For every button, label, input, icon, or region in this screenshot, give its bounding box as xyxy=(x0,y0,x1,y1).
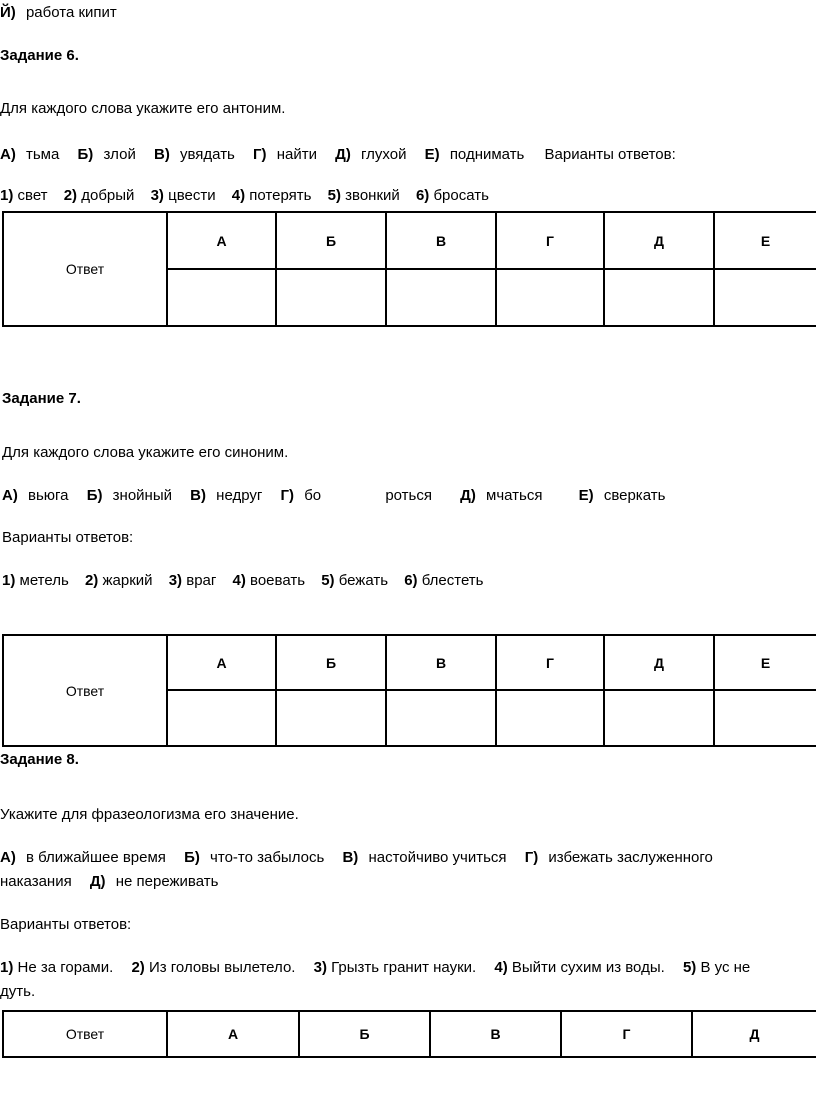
answer-text: Не за горами. xyxy=(17,959,114,976)
answer-cell[interactable] xyxy=(496,690,604,746)
meaning-text: наказания xyxy=(0,873,72,890)
answer-num: 3) xyxy=(168,572,183,589)
answer-num: 6) xyxy=(415,187,430,204)
answer-num: 3) xyxy=(150,187,164,204)
meaning-letter: Б) xyxy=(184,849,200,866)
word: найти xyxy=(276,146,317,163)
answer-num: 4) xyxy=(231,187,246,204)
word-letter: Г) xyxy=(253,146,267,163)
word: увядать xyxy=(180,146,235,163)
answer-cell[interactable] xyxy=(167,269,276,326)
meaning-letter: А) xyxy=(0,849,16,866)
column-header: Г xyxy=(496,635,604,690)
answer-label: Ответ xyxy=(3,212,167,326)
answer-text: воевать xyxy=(250,572,306,589)
column-header: Е xyxy=(714,212,816,269)
word: недруг xyxy=(216,487,263,504)
task7-instruction: Для каждого слова укажите его синоним. xyxy=(2,444,289,461)
column-header: Б xyxy=(276,212,386,269)
answer-num: 6) xyxy=(404,572,418,589)
meaning-letter: Г) xyxy=(524,849,539,866)
answer-num: 1) xyxy=(0,959,14,976)
answer-num: 2) xyxy=(84,572,99,589)
answer-cell[interactable] xyxy=(386,690,496,746)
answer-cell[interactable] xyxy=(276,269,386,326)
answer-cell[interactable] xyxy=(496,269,604,326)
answer-cell[interactable] xyxy=(604,269,714,326)
column-header: Г xyxy=(561,1011,692,1057)
answer-cell[interactable] xyxy=(386,269,496,326)
answer-text: Из головы вылетело. xyxy=(148,959,296,976)
task8-instruction: Укажите для фразеологизма его значение. xyxy=(0,806,299,823)
top-line xyxy=(0,4,117,22)
answer-label: Ответ xyxy=(3,1011,167,1057)
word: знойный xyxy=(112,487,172,504)
word: вьюга xyxy=(28,487,69,504)
task7-answers xyxy=(2,572,483,590)
meaning-text: не переживать xyxy=(115,873,219,890)
column-header: А xyxy=(167,1011,299,1057)
answer-num: 2) xyxy=(131,959,145,976)
task6-answer-table xyxy=(2,211,816,327)
task8-meanings-2 xyxy=(0,873,218,891)
task8-answer-table xyxy=(2,1010,816,1058)
word-letter: В) xyxy=(154,146,170,163)
word: роться xyxy=(385,487,432,504)
top-text: работа кипит xyxy=(25,4,117,21)
answer-text: враг xyxy=(186,572,217,589)
answer-text: Грызть гранит науки. xyxy=(331,959,477,976)
answer-text: блестеть xyxy=(421,572,484,589)
task7-words xyxy=(2,487,665,505)
task6-answers xyxy=(0,187,489,205)
answer-text: метель xyxy=(19,572,69,589)
task8-answers-2: дуть. xyxy=(0,983,36,1000)
word: поднимать xyxy=(449,146,525,163)
answer-text: звонкий xyxy=(345,187,400,204)
answer-text: бежать xyxy=(338,572,389,589)
task7-answer-table xyxy=(2,634,816,747)
answer-cell[interactable] xyxy=(167,690,276,746)
word-letter: Б) xyxy=(77,146,94,163)
answer-num: 5) xyxy=(327,187,341,204)
column-header: Д xyxy=(604,212,714,269)
word: бо xyxy=(304,487,322,504)
word-letter: Б) xyxy=(86,487,103,504)
column-header: Е xyxy=(714,635,816,690)
word-letter: А) xyxy=(0,146,16,163)
meaning-letter: Д) xyxy=(89,873,106,890)
answer-text: цвести xyxy=(168,187,216,204)
task8-title: Задание 8. xyxy=(0,751,79,768)
answer-text: В ус не xyxy=(700,959,751,976)
answer-cell[interactable] xyxy=(714,690,816,746)
word-letter: Е) xyxy=(424,146,440,163)
task8-meanings-1 xyxy=(0,849,713,867)
answer-cell[interactable] xyxy=(714,269,816,326)
column-header: В xyxy=(386,212,496,269)
task7-variants-label: Варианты ответов: xyxy=(2,529,134,546)
answer-num: 2) xyxy=(63,187,78,204)
word-letter: А) xyxy=(2,487,18,504)
answer-num: 4) xyxy=(232,572,246,589)
word-letter: Д) xyxy=(460,487,476,504)
word: мчаться xyxy=(486,487,543,504)
task6-title: Задание 6. xyxy=(0,47,79,64)
column-header: Г xyxy=(496,212,604,269)
answer-text: бросать xyxy=(433,187,489,204)
top-marker: Й) xyxy=(0,4,16,21)
answer-text: Выйти сухим из воды. xyxy=(511,959,665,976)
task6-words xyxy=(0,146,676,164)
column-header: Б xyxy=(299,1011,430,1057)
task8-answers-1 xyxy=(0,959,750,977)
word-letter: Д) xyxy=(335,146,351,163)
column-header: А xyxy=(167,212,276,269)
column-header: В xyxy=(386,635,496,690)
word: тьма xyxy=(26,146,60,163)
answer-num: 1) xyxy=(0,187,14,204)
column-header: Б xyxy=(276,635,386,690)
column-header: Д xyxy=(604,635,714,690)
meaning-text: настойчиво учиться xyxy=(368,849,507,866)
answer-cell[interactable] xyxy=(276,690,386,746)
answer-text: жаркий xyxy=(102,572,153,589)
column-header: Д xyxy=(692,1011,816,1057)
answer-num: 5) xyxy=(682,959,697,976)
task8-variants-label: Варианты ответов: xyxy=(0,916,132,933)
meaning-text: избежать заслуженного xyxy=(548,849,713,866)
column-header: В xyxy=(430,1011,561,1057)
answer-num: 3) xyxy=(313,959,327,976)
word: злой xyxy=(103,146,136,163)
word-letter: Е) xyxy=(578,487,594,504)
answer-num: 5) xyxy=(321,572,335,589)
word-letter: В) xyxy=(190,487,206,504)
task6-instruction: Для каждого слова укажите его антоним. xyxy=(0,100,286,117)
answer-num: 4) xyxy=(494,959,508,976)
task7-title: Задание 7. xyxy=(2,390,81,407)
meaning-letter: В) xyxy=(342,849,359,866)
meaning-text: в ближайшее время xyxy=(26,849,166,866)
task6-variants-label: Варианты ответов: xyxy=(544,146,676,163)
word: глухой xyxy=(361,146,407,163)
answer-text: добрый xyxy=(81,187,135,204)
answer-text: свет xyxy=(17,187,48,204)
word-letter: Г) xyxy=(280,487,295,504)
answer-num: 1) xyxy=(2,572,16,589)
answer-text: потерять xyxy=(249,187,312,204)
word: сверкать xyxy=(603,487,666,504)
column-header: А xyxy=(167,635,276,690)
answer-cell[interactable] xyxy=(604,690,714,746)
meaning-text: что-то забылось xyxy=(210,849,325,866)
answer-label: Ответ xyxy=(3,635,167,746)
